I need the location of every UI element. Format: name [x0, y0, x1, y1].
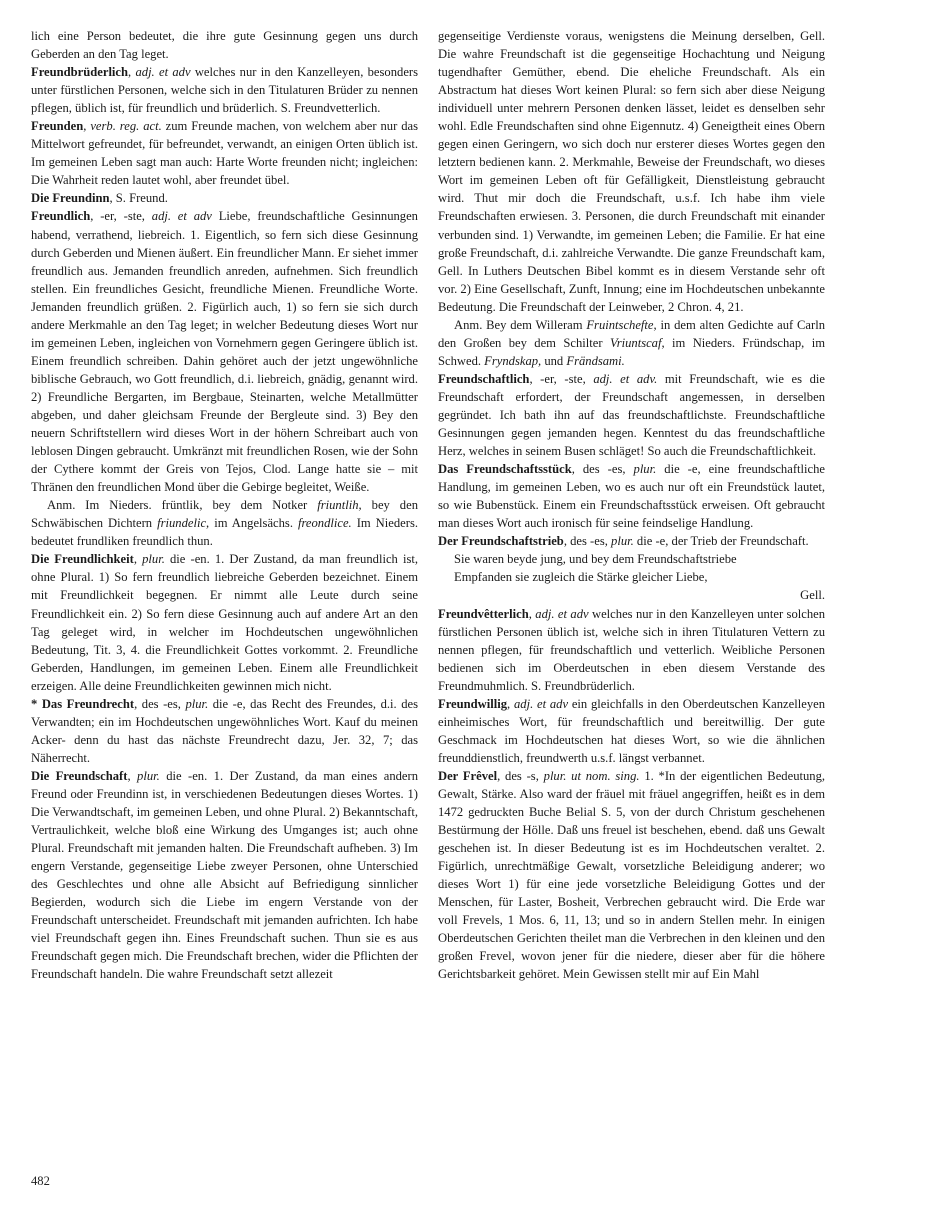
entry-text: die -en. 1. Der Zustand, da man eines andern Freund oder Freundinn ist, in verschiedenen Bedeutungen dieses Wortes. 1) Die Verwandtschaft, im gemeinen Leben, und ohne Plural. 2) Bekanntschaft, Vertraulichkeit, welche bloß eine Wirkung des Umganges ist; auch ohne Plural. Freundschaft mit jemanden halten. Die Freundschaft aufheben. 3) Im engern Verstande, gegenseitige Liebe zweyer Personen, ohne Unterschied des Geschlechtes und ohne alle Absicht auf Befriedigung sinnlicher Begierden, wodurch sich die Liebe im engern Verstande von der Freundschaft unterscheidet. Freundschaft mit jemanden aufrichten. Ich habe viel Freundschaft gegen ihn. Eines Freundschaft suchen. Thun sie es aus Freundschaft gegen mich. Die Freundschaft brechen, wider die Pflichten der Freundschaft handeln. Die wahre Freundschaft setzt allezeit — [31, 768, 418, 982]
dictionary-entry — [438, 460, 825, 532]
entry-headword: Die Freundschaft — [31, 768, 128, 783]
entry-text: , des -es, — [563, 534, 612, 549]
grammar-note: plur. — [185, 696, 209, 711]
entry-text: gegenseitige Verdienste voraus, wenigstens die Meinung derselben, Gell. Die wahre Freundschaft ist die gegenseitige Hochachtung und Neigung tugendhafter Gemüther, ebend. Die eheliche Freundschaft. Als ein Abstractum hat dieses Wort keinen Plural: so fern sich aber diese Neigung individuell unter mehrern Personen denken lässet, leidet es denselben sehr wohl. Edle Freundschaften sind ohne Eigennutz. 4) Geneigtheit eines Obern gegen einen Geringern, wo sich doch nur ersterer dieses Wortes gegen den letztern bedienen kann. 2. Merkmahle, Beweise der Freundschaft, wo dieses Wort im gemeinen Leben oft für Gefälligkeit, Dienstleistung gebraucht wird. Thut mir doch die Freundschaft, u.s.f. Ich habe ihm viele Freundschaften erwiesen. 3. Personen, die durch Freundschaft mit einander verbunden sind. 1) Verwandte, im gemeinen Leben; die Familie. Er hat eine große Freundschaft, d.i. zahlreiche Verwandte. Die ganze Freundschaft kam, Gell. In Luthers Deutschen Bibel kommt es in diesem Verstande sehr oft vor. 2) Eine Gesellschaft, Zunft, Innung; eine im Hochdeutschen unbekannte Bedeutung. Die Freundschaft der Leinweber, 2 Chron. 4, 21. — [438, 29, 825, 314]
dictionary-entry — [31, 117, 418, 189]
entry-text: welches nur in den Kanzelleyen unter solchen fürstlichen Personen üblich ist, welche sich in ihren Titulaturen Vettern zu nennen pflegen, für freundschaftlich und vetterlich. Weibliche Personen bedienen sich im Oberdeutschen in eben diesem Verstande des Freundmuhmlich. S. Freundbrüderlich. — [438, 606, 826, 693]
entry-text: , -er, -ste, — [90, 209, 152, 224]
dictionary-entry — [438, 767, 825, 984]
grammar-note: friundelic, — [157, 516, 210, 531]
entry-text: im Angelsächs. — [209, 516, 298, 531]
entry-headword: Das Freundschaftsstück — [438, 462, 572, 477]
entry-text: zum Freunde machen, von welchem aber nur das Mittelwort gefreundet, für befreundet, verwandt, an einigen Orten üblich ist. Im gemeinen Leben sagt man auch: Harte Worte freunden nicht; ingleichen: Die Wahrheit reden lautet wohl, aber freundet übel. — [31, 119, 418, 188]
dictionary-entry — [438, 586, 825, 604]
right-column — [438, 27, 825, 983]
entry-text: Liebe, freundschaftliche Gesinnungen habend, verrathend, liebreich. 1. Eigentlich, so fern sich diese Gesinnung durch Geberden und Mienen äußert. Ein freundlicher Mann. Er siehet immer freundlich aus. Jemanden freundlich anreden, aufnehmen. Sich freundlich stellen. Ein freundliches Gesicht, freundliche Mienen. Freundliche Worte. Jemanden freundlich grüßen. 2. Figürlich auch, 1) so fern sie sich durch andere Merkmahle an den Tag leget; in welcher Bedeutung dieses Wort nur im gemeinen Leben, ingleichen von Vornehmern gegen Geringere üblich ist. Einem freundlich schreiben. Dahin gehöret auch der jetzt ungewöhnliche biblische Gebrauch, wo Gott freundlich, d.i. liebreich, gnädig, genannt wird. 2) Freundliche Bergarten, im Bergbaue, Steinarten, welche Metallmütter abgeben, und daher gleichsam Freunde der Bergleute sind. 3) Bey den neuern Schriftstellern wird dieses Wort in der höhern Schreibart auch von leblosen Dingen gebraucht. Umkränzt mit freundlichen Rosen, wie der Sohn der Cythere kommt der Greis von Tejos, Clod. Lange hatte sie – mit Thränen den freundlichen Mond über die Gebirge begleitet, Weiße. — [31, 209, 418, 495]
dictionary-entry — [438, 532, 825, 550]
dictionary-entry — [31, 496, 418, 550]
entry-text: die -e, eine freundschaftliche Handlung, im gemeinen Leben, wo es auch nur oft ein Freundstück lautet, so wie Bubenstück. Einem ein Freundschaftsstück erweisen. Oft gebraucht man dieses Wort auch ironisch für seine feindselige Handlung. — [438, 462, 825, 531]
grammar-note: friuntlih, — [317, 498, 362, 513]
grammar-note: plur. — [142, 552, 165, 567]
entry-text: Im Nieders. bedeutet frundliken freundlich thun. — [31, 516, 418, 549]
entry-text: ein gleichfalls in den Oberdeutschen Kanzelleyen einheimisches Wort, für freundschaftlich und bereitwillig. Der gute Geschmack im Hochdeutschen hat dieses Wort, so wie die ähnlichen freunddienstlich, freundwerth u.s.f. längst verbannet. — [438, 696, 826, 765]
grammar-note: Fruintschefte, — [586, 317, 657, 332]
entry-text: , — [128, 65, 136, 80]
entry-text: , — [83, 119, 91, 134]
dictionary-entry — [31, 550, 418, 694]
grammar-note: plur. — [611, 534, 634, 549]
dictionary-entry — [438, 568, 825, 586]
entry-text: bey den Schwäbischen Dichtern — [31, 498, 418, 531]
grammar-note: Frändsami. — [566, 353, 625, 368]
entry-headword: Die Freundinn — [31, 191, 110, 206]
entry-text: , des -es, — [571, 462, 634, 477]
page-number: 482 — [31, 1174, 50, 1188]
grammar-note: adj. et adv — [151, 209, 212, 224]
entry-text: Anm. Im Nieders. früntlik, bey dem Notker — [47, 498, 318, 513]
entry-headword: Freundbrüderlich — [31, 65, 129, 80]
dictionary-entry — [31, 695, 418, 767]
dictionary-entry — [438, 27, 825, 316]
entry-text: , des -s, — [497, 768, 544, 783]
entry-text: im Nieders. Fründschap, im Schwed. — [438, 335, 825, 368]
entry-text: , — [507, 696, 514, 711]
entry-text: in dem alten Gedichte auf Carln den Großen bey dem Schilter — [438, 317, 825, 350]
grammar-note: plur. — [137, 768, 160, 783]
dictionary-entry — [31, 27, 418, 63]
entry-text: welches nur in den Kanzelleyen, besonders unter fürstlichen Personen, welche sich in den Titulaturen Brüder zu nennen pflegen, üblich ist, für freundlich und brüderlich. S. Freundvetterlich. — [31, 65, 418, 116]
dictionary-entry — [31, 63, 418, 117]
entry-headword: Der Frêvel — [438, 768, 498, 783]
dictionary-entry — [438, 695, 825, 767]
entry-text: , S. Freund. — [109, 191, 168, 206]
entry-text: lich eine Person bedeutet, die ihre gute Gesinnung gegen uns durch Geberden an den Tag leget. — [31, 29, 418, 62]
entry-headword: Die Freundlichkeit — [31, 552, 134, 567]
grammar-note: plur. ut nom. sing. — [543, 768, 640, 783]
entry-text: 1. *In der eigentlichen Bedeutung, Gewalt, Stärke. Also ward der fräuel mit fräuel angegriffen, heißt es in dem 1472 gedruckten Buche Belial S. 5, von der durch Christum geschehenen Bestürmung der Hölle. Daß uns freuel ist beschehen, ebend. daß uns Gewalt geschehen ist. In dieser Bedeutung ist es im Hochdeutschen veraltet. 2. Figürlich, unrechtmäßige Gewalt, vorsetzliche Beleidigung anderer; wo dieses Wort 1) für eine jede vorsetzliche Beleidigung Gottes und der Menschen, für Laster, Bosheit, Verbrechen gebraucht wird. Die Erde war voll Frevels, 1 Mos. 6, 11, 13; und so in andern Stellen mehr. In einigen Oberdeutschen Gerichten theilet man die Verbrechen in den kleinen und den großen Frevel, wovon jener für die niedere, dieser aber für die höhere Gerichtsbarkeit gehöret. Mein Gewissen stellt mir auf Ein Mahl — [438, 768, 826, 982]
entry-text: Sie waren beyde jung, und bey dem Freundschaftstriebe — [454, 552, 737, 567]
entry-headword: Freundvêtterlich — [438, 606, 529, 621]
grammar-note: freondlice. — [297, 516, 352, 531]
grammar-note: adj. et adv. — [593, 371, 658, 386]
left-column — [31, 27, 418, 983]
entry-headword: * Das Freundrecht — [31, 696, 135, 711]
entry-text: mit Freundschaft, wie es die Freundschaft erfordert, der Freundschaft angemessen, in derselben gegründet. Ich bath ihn auf das freundschaftlichste. Freundschaftliche Gesinnungen gegen jemanden hegen. Kenntest du das freundschaftliche Herz, welches in seinem Busen schläget! So auch die Freundschaftlichkeit. — [438, 371, 825, 459]
grammar-note: adj. et adv — [513, 696, 569, 711]
entry-headword: Freundschaftlich — [438, 371, 530, 386]
dictionary-entry — [438, 605, 825, 695]
entry-text: die -e, der Trieb der Freundschaft. — [633, 534, 809, 549]
dictionary-entry — [438, 550, 825, 568]
grammar-note: plur. — [633, 462, 657, 477]
grammar-note: adj. et adv — [135, 65, 191, 80]
entry-text: , — [133, 552, 143, 567]
dictionary-entry — [31, 767, 418, 984]
entry-text: , des -es, — [134, 696, 186, 711]
entry-text: , — [528, 606, 536, 621]
entry-headword: Der Freundschaftstrieb — [438, 534, 564, 549]
dictionary-entry — [31, 189, 418, 207]
entry-text: die -en. 1. Der Zustand, da man freundlich ist, ohne Plural. 1) So fern freundlich liebreiche Geberden bezeichnet. Einem mit Freundlichkeit begegnen. Er nimmt alle Leute durch seine Freundlichkeit ein. 2) So fern diese Gesinnung auch auf andere Art an den Tag geleget wird, in welcher im Hochdeutschen ungewöhnlichen Bedeutung, Tit. 3, 4. die Freundlichkeit Gottes vorkommt. 2. Freundliche Geberden, Handlungen, im gemeinen Leben. Einem alle Freundlichkeit erzeigen. Alle deine Freundlichkeiten gewinnen mich nicht. — [31, 552, 418, 693]
grammar-note: adj. et adv — [535, 606, 589, 621]
entry-text: Empfanden sie zugleich die Stärke gleicher Liebe, — [454, 570, 708, 585]
entry-text: Anm. Bey dem Willeram — [454, 317, 587, 332]
dictionary-entry — [438, 316, 825, 370]
dictionary-entry — [31, 207, 418, 496]
entry-text: Gell. — [800, 588, 825, 603]
entry-text: , — [127, 768, 138, 783]
grammar-note: Fryndskap, — [484, 353, 542, 368]
entry-text: und — [541, 353, 567, 368]
entry-headword: Freundlich — [31, 209, 91, 224]
entry-text: , -er, -ste, — [529, 371, 594, 386]
dictionary-entry — [438, 370, 825, 460]
entry-headword: Freundwillig — [438, 696, 508, 711]
entry-text: die -e, das Recht des Freundes, d.i. des Verwandten; ein im Hochdeutschen ungewöhnliches Wort. Kauf du meinen Acker- denn du hast das nächste Freundrecht dazu, Jer. 32, 7; das Näherrecht. — [31, 696, 418, 765]
grammar-note: verb. reg. act. — [90, 119, 162, 134]
entry-headword: Freunden — [31, 119, 84, 134]
grammar-note: Vriuntscaf, — [609, 335, 665, 350]
